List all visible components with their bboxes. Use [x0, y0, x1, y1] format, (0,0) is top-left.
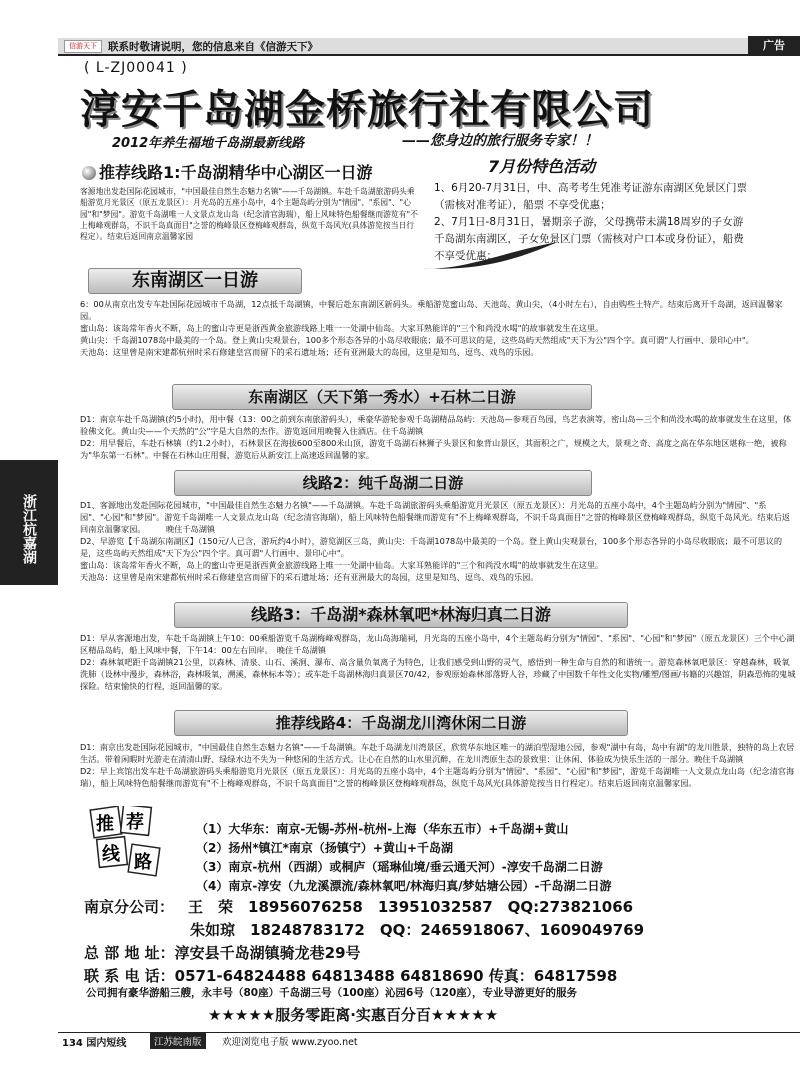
recommend-line: （3）南京-杭州（西湖）或桐庐（瑶琳仙境/垂云通天河）-淳安千岛湖二日游 — [196, 860, 603, 874]
contact-row — [84, 919, 784, 942]
special-item: 1、6月20-7月31日，中、高考考生凭准考证游东南湖区免景区门票（需核对准考证），船票 不享受优惠； — [434, 182, 748, 211]
section-paragraph: 6：00从南京出发专车赴国际花园城市千岛湖，12点抵千岛湖镇，中餐后赴东南湖区新码头。乘船游览蜜山岛、天池岛、黄山尖，（4小时左右），自由购些土特产。结束后离开千岛湖，返回温馨家园。 — [80, 299, 783, 321]
section-banner: 线路3：千岛湖*森林氧吧*林海归真二日游 — [174, 602, 628, 628]
contact-phones: 18956076258 13951032587 QQ:273821066 — [248, 898, 634, 916]
section-body — [80, 741, 796, 789]
phone-value: 0571-64824488 64813488 64818690 传真：64817598 — [174, 967, 618, 985]
section-banner: 线路2：纯千岛湖二日游 — [174, 470, 592, 496]
section-paragraph: 黄山尖：千岛湖1078岛中最美的一个岛。登上黄山尖观景台，100多个形态各异的小岛尽收眼底；最不可思议的是，这些岛屿天然组成"天下为公"四个字。真可谓"人行画中、景印心中"。 — [80, 335, 754, 345]
fleet-info: 公司拥有豪华游船三艘，永丰号（80座）千岛湖三号（100座）沁园6号（120座），专业导游更好的服务 — [86, 987, 578, 999]
ad-tag: 广告 — [748, 36, 800, 56]
section-paragraph: D1：早从客源地出发，车赴千岛湖镇上午10：00乘船游览千岛湖梅峰观群岛，龙山岛海瑞祠，月光岛的五座小岛中，4个主题岛屿分别为"情园"、"系园"、"心园"和"梦园"（原五龙景区）三个中心湖区精品岛屿，船上风味中餐，下午14：00左右回岸。 晚住千岛湖镇 — [80, 633, 795, 655]
page-header — [0, 0, 800, 62]
brand-logo: 信游天下 — [64, 40, 102, 53]
branch-label: 南京分公司： — [84, 898, 175, 916]
section-paragraph: D2、早游览【千岛湖东南湖区】（150元/人已含，游玩约4小时），游览湖区三岛，黄山尖：千岛湖1078岛中最美的一个岛。登上黄山尖观景台，100多个形态各异的小岛尽收眼底；最不可思议的是，这些岛屿天然组成"天下为公"四个字。真可谓"人行画中、景印心中"。 — [80, 536, 782, 558]
stars-slogan: ★★★★★服务零距离·实惠百分百★★★★★ — [208, 1006, 499, 1024]
slogan: 2012年养生福地千岛湖最新线路 — [112, 136, 305, 151]
edition-tag: 江苏皖南版 — [150, 1033, 206, 1049]
stamp-char: 路 — [134, 852, 152, 873]
section-paragraph: D1：南京出发赴国际花园城市，"中国最佳自然生态魅力名镇"——千岛湖镇。车赴千岛湖龙川湾景区，欣赏华东地区唯一的湖泊型湿地公园，参观"湖中有岛，岛中有湖"的龙川胜景，独特的岛上农居生活。带着闲暇时光游走在清清山野、绿绿水边不失为一种悠闲的生活方式。让心在自然的山水里沉醉，在龙川湾原生态的景致里：让休闲、体验成为快乐生活的一部分。晚住千岛湖镇 — [80, 742, 795, 764]
phone-label: 联 系 电 话： — [84, 967, 175, 985]
recommend-line: （2）扬州*镇江*南京（扬镇宁）+黄山+千岛湖 — [196, 841, 454, 855]
section-banner: 东南湖区一日游 — [88, 268, 302, 294]
section-paragraph: 蜜山岛：该岛常年香火不断，岛上的蜜山寺更是浙西黄金旅游线路上唯一一处湖中仙岛。大家耳熟能详的"三个和尚没水喝"的故事就发生在这里。 — [80, 323, 604, 333]
section-banner: 推荐线路4：千岛湖龙川湾休闲二日游 — [174, 710, 628, 736]
bullet-icon — [82, 166, 96, 180]
contact-row — [84, 896, 784, 919]
swoosh-decoration-icon — [420, 238, 560, 274]
page-number: 134 国内短线 — [62, 1038, 127, 1049]
section-banner: 东南湖区（天下第一秀水）+石林二日游 — [172, 384, 592, 410]
route1-title: 推荐线路1:千岛湖精华中心湖区一日游 — [99, 163, 373, 182]
section-body — [80, 298, 796, 358]
recommend-line: （1）大华东：南京-无锡-苏州-杭州-上海（华东五市）+千岛湖+黄山 — [196, 822, 569, 836]
section-paragraph: D2：早上宾馆出发车赴千岛湖旅游码头乘船游览月光景区（原五龙景区）：月光岛的五座小岛中，4个主题岛屿分别为"情园"、"系园"、"心园"和"梦园"，游览千岛湖唯一人文景点龙山岛（纪念清官海瑞），船上风味特色船餐继而游览有"不上梅峰观群岛，不识千岛真面目"之誉的梅峰景区登梅峰观群岛，纵览千岛风光(具体游览按当日行程定）。结束后返回南京温馨家园。 — [80, 766, 795, 788]
address-value: 淳安县千岛湖镇骑龙巷29号 — [174, 944, 361, 962]
special-activity-title: 7月份特色活动 — [488, 157, 596, 176]
route1-description: 客源地出发赴国际花园城市，"中国最佳自然生态魅力名镇"——千岛湖镇。车赴千岛湖旅游码头乘船游览月光景区（原五龙景区）：月光岛的五座小岛中，4个主题岛屿分别为"情园"、"系园"、"心园"和"梦园"。游览千岛湖唯一人文景点龙山岛（纪念清官海瑞），船上风味特色船餐继而游览有"不上梅峰观群岛，不识千岛真面目"之誉的梅峰景区登梅峰观群岛，纵览千岛风光(具体游览按当日行程定）。结束后返回南京温馨家园 — [80, 187, 418, 242]
route1-heading — [82, 160, 373, 183]
section-paragraph: D1、客源地出发赴国际花园城市，"中国最佳自然生态魅力名镇"——千岛湖镇。车赴千岛湖旅游码头乘船游览月光景区（原五龙景区）：月光岛的五座小岛中，4个主题岛屿分别为"情园"、"系园"、"心园"和"梦园"。游览千岛湖唯一人文景点龙山岛（纪念清官海瑞），船上风味特色船餐继而游览有"不上梅峰观群岛，不识千岛真面目"之誉的梅峰景区登梅峰观群岛，纵览千岛风光。结束后返回南京温馨家园。 晚住千岛湖镇 — [80, 500, 791, 534]
website-link[interactable]: 欢迎浏览电子版 www.zyoo.net — [222, 1037, 358, 1048]
recommend-lines — [196, 820, 756, 896]
header-notice: 联系时敬请说明，您的信息来自《信游天下》 — [108, 41, 318, 53]
company-name: 淳安千岛湖金桥旅行社有限公司 — [80, 86, 654, 133]
stamp-char: 推 — [96, 814, 114, 835]
contact-row — [84, 942, 784, 965]
section-body — [80, 499, 796, 583]
stamp-char: 线 — [102, 844, 120, 865]
section-paragraph: 天池岛：这里曾是南宋建都杭州时采石修建皇宫而留下的采石遗址场；还有亚洲最大的岛园，这里是知鸟、逗鸟、戏鸟的乐园。 — [80, 347, 539, 357]
section-paragraph: D2：用早餐后，车赴石林镇（约1.2小时），石林景区在海拔600至800米山顶，游览千岛湖石林狮子头景区和象背山景区，其面积之广，规模之大，景观之奇、高度之高在华东地区堪称一绝，被称为"华东第一石林"。中餐在石林山庄用餐，游览后从新安江上高速返回温馨的家。 — [80, 438, 787, 460]
address-label: 总 部 地 址： — [84, 944, 175, 962]
special-item: 2、7月1日-8月31日，暑期亲子游，父母携带未满18周岁的子女游千岛湖东南湖区，子女免景区门票（需核对户口本或身份证），船费不享受优惠； — [434, 216, 744, 262]
section-paragraph: D1：南京车赴千岛湖镇(约5小时)，用中餐（13：00之前到东南旅游码头），乘豪华游轮参观千岛湖精品岛屿：天池岛—参观百鸟园，鸟艺表演等，密山岛—三个和尚没水喝的故事就发生在这里，体验佛文化。黄山尖——个天然的"公"字是大自然的杰作。游览返回用晚餐入住酒店。住千岛湖镇 — [80, 414, 792, 436]
stamp-char: 荐 — [126, 812, 144, 833]
contact-block — [84, 896, 784, 988]
contact-phones: 18248783172 QQ：2465918067、1609049769 — [250, 921, 645, 939]
section-paragraph: 天池岛：这里曾是南宋建都杭州时采石修建皇宫而留下的采石遗址场；还有亚洲最大的岛园，这里是知鸟、逗鸟、戏鸟的乐园。 — [80, 572, 539, 582]
recommend-stamp — [84, 806, 174, 888]
region-side-label: 浙江杭嘉湖 — [0, 460, 58, 585]
recommend-line: （4）南京-淳安（九龙溪漂流/森林氧吧/林海归真/梦姑塘公园）-千岛湖二日游 — [196, 879, 612, 893]
section-body — [80, 632, 796, 692]
license-number: ( L-ZJ00041 ) — [84, 60, 188, 76]
contact-name: 朱如琼 — [190, 921, 236, 939]
section-body — [80, 413, 796, 461]
slogan-tagline: ——您身边的旅行服务专家！！ — [402, 133, 598, 149]
contact-name: 王 荣 — [188, 898, 234, 916]
section-paragraph: 蜜山岛：该岛常年香火不断，岛上的蜜山寺更是浙西黄金旅游线路上唯一一处湖中仙岛。大家耳熟能详的"三个和尚没水喝"的故事就发生在这里。 — [80, 560, 604, 570]
section-paragraph: D2：森林氧吧距千岛湖镇21公里，以森林、清泉、山石、溪涧、瀑布、高含量负氧离子为特色，让我们感受到山野的灵气，感悟到一种生命与自然的和谐统一。游览森林氧吧景区：穿越森林，吸氧洗肺（设林中漫步，森林浴，森林吸氧，溯溪，森林标本等）；或车赴千岛湖林海归真景区70/42，参观原始森林部落野人谷，珍藏了中国数千年性文化实物/雕塑/图画/书籍的兴趣馆，阴森恐怖的鬼城探险。结束愉快的行程，返回温馨的家。 — [80, 657, 796, 691]
